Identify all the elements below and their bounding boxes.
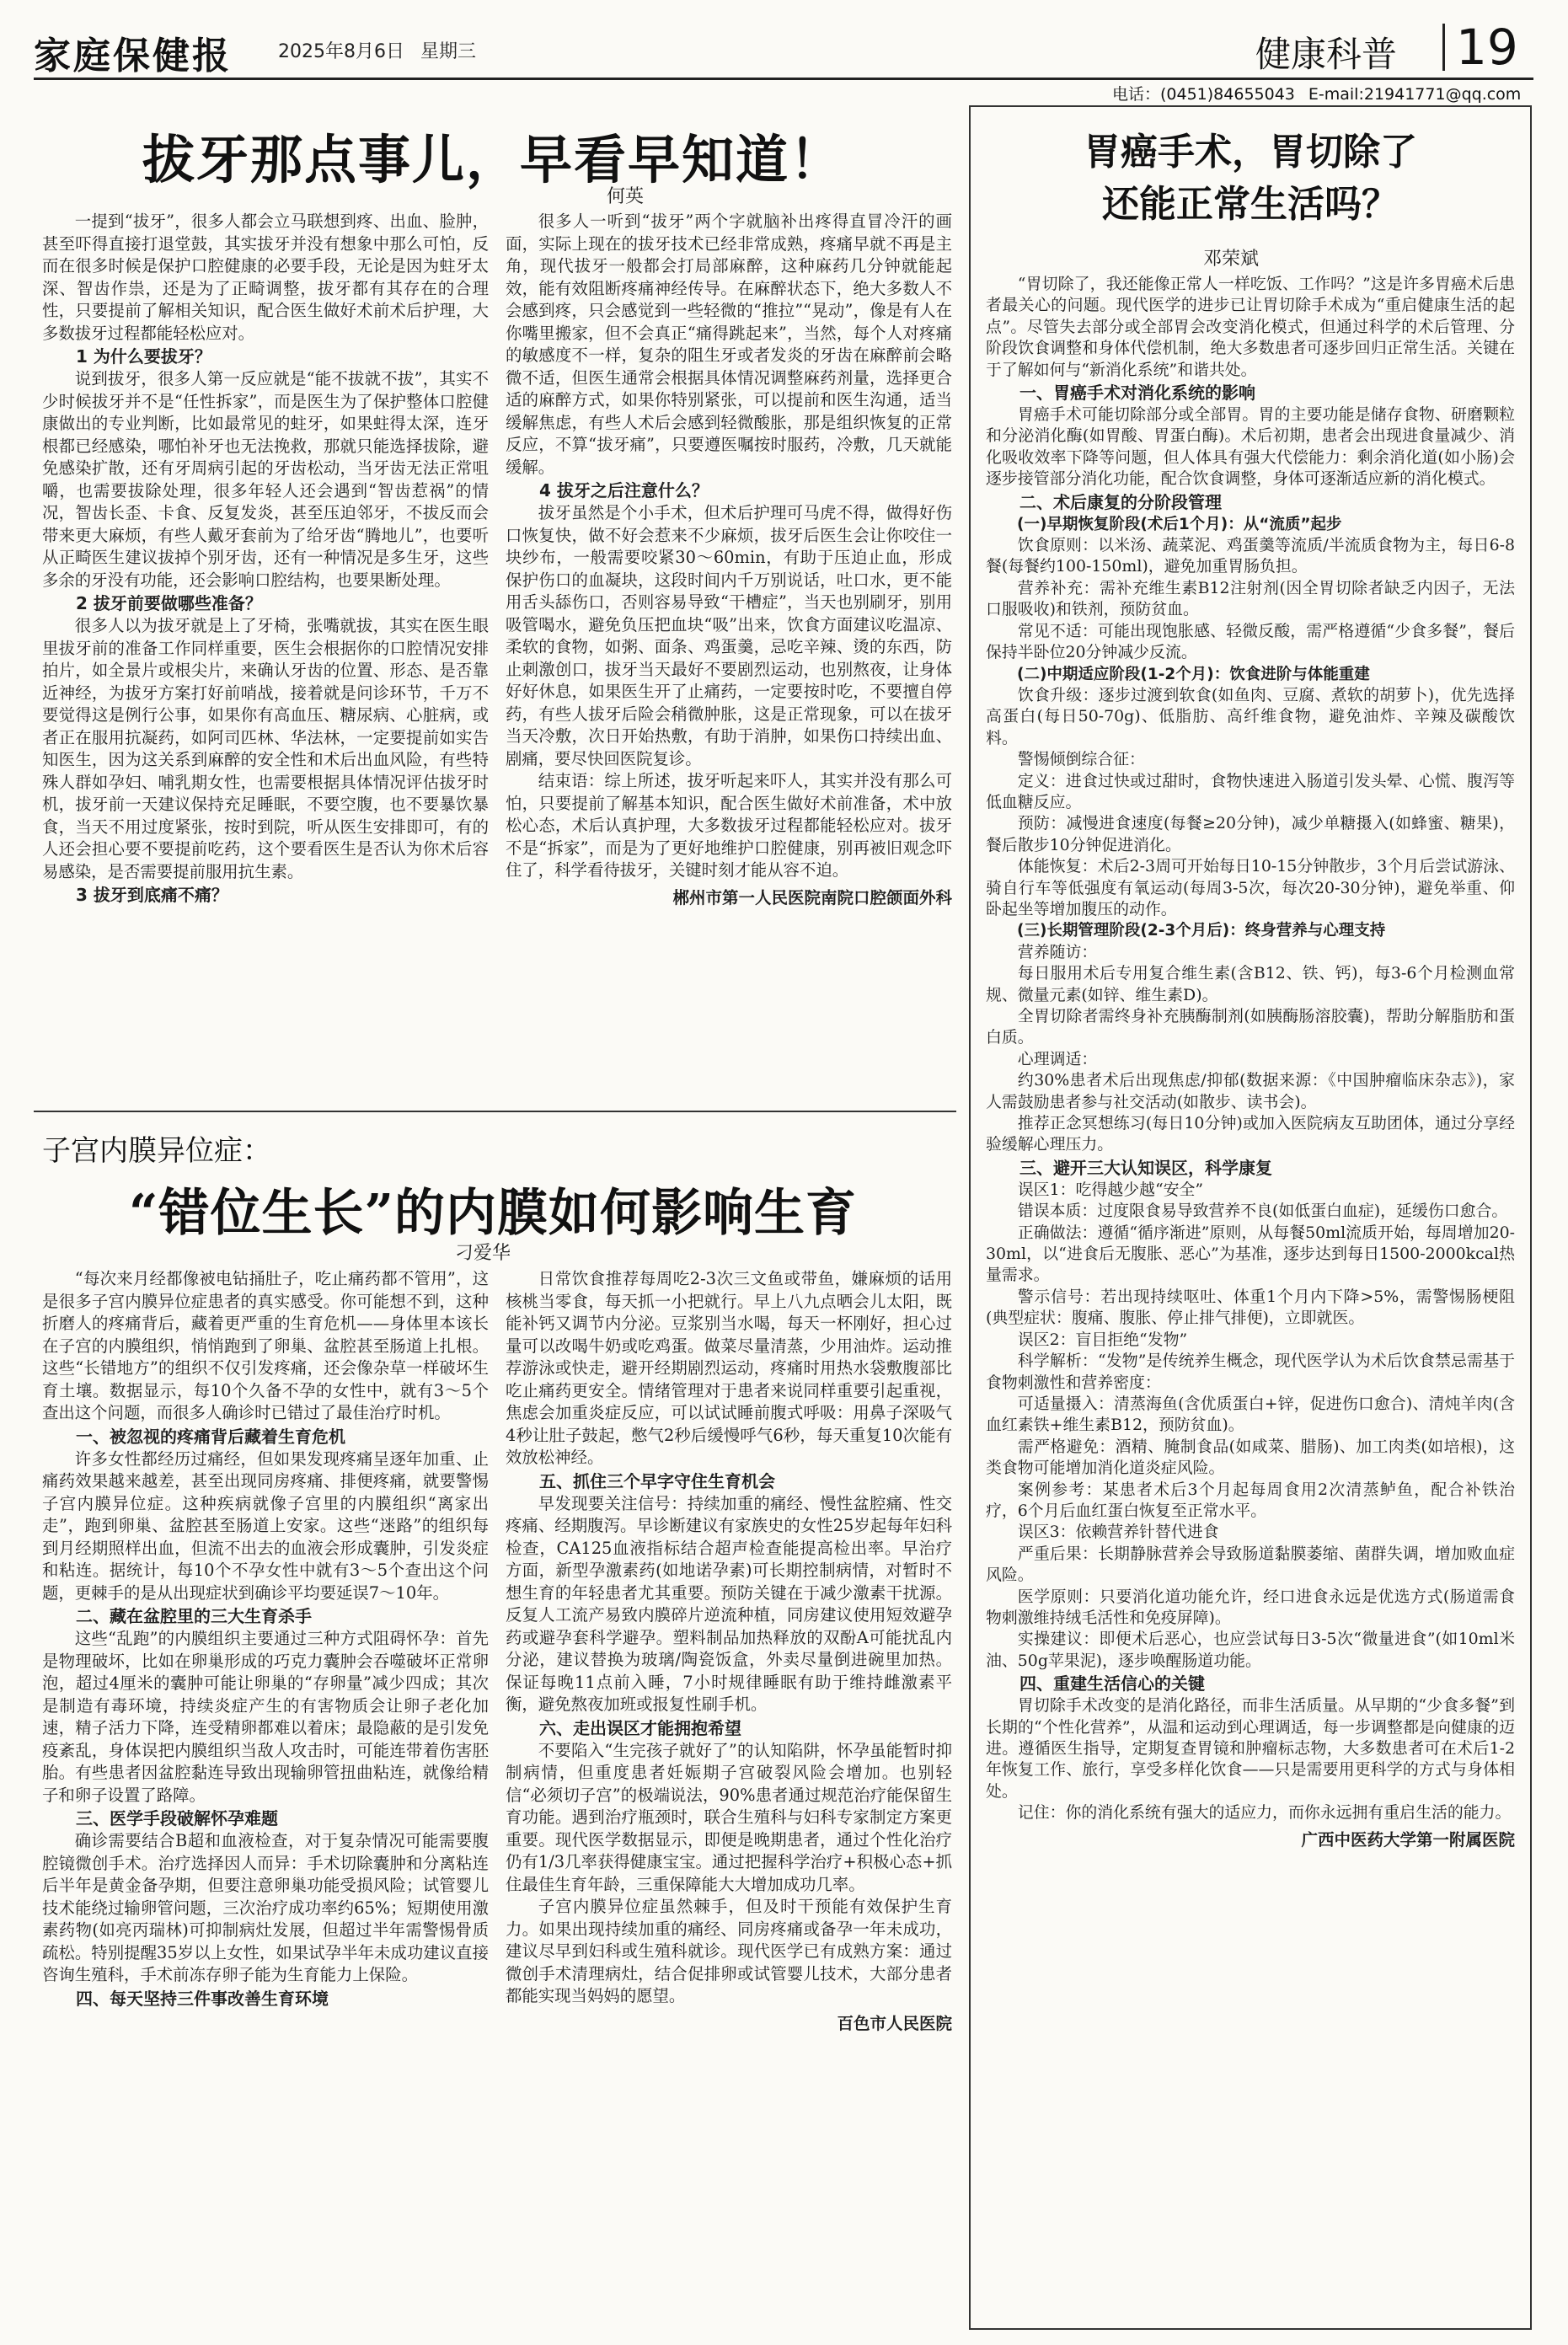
paragraph: 日常饮食推荐每周吃2-3次三文鱼或带鱼，嫌麻烦的话用核桃当零食，每天抓一小把就行。早上八九点晒会儿太阳，既能补钙又调节内分泌。豆浆别当水喝，每天一杯刚好，担心过量可以改喝牛奶或吃鸡蛋。做菜尽量清蒸，少用油炸。运动推荐游泳或快走，避开经期剧烈运动，疼痛时用热水袋敷腹部比吃止痛药更安全。情绪管理对于患者来说同样重要引起重视，焦虑会加重炎症反应，可以试试睡前腹式呼吸：用鼻子深吸气4秒让肚子鼓起，憋气2秒后缓慢呼气6秒，每天重复10次能有效放松神经。 — [506, 1269, 952, 1467]
author-affiliation: 广西中医药大学第一附属医院 — [1301, 1829, 1515, 1850]
paragraph: 错误本质：过度限食易导致营养不良(如低蛋白血症)，延缓伤口愈合。 — [1017, 1202, 1508, 1221]
paragraph: 定义：进食过快或过甜时，食物快速进入肠道引发头晕、心慌、腹泻等低血糖反应。 — [986, 771, 1515, 811]
paragraph: 说到拔牙，很多人第一反应就是“能不拔就不拔”，其实不少时候拔牙并不是“任性拆家”，而是医生为了保护整体口腔健康做出的专业判断，比如最常见的蛀牙，如果蛀得太深，连牙根都已经感染，哪怕补牙也无法挽救，那就只能选择拔除，避免感染扩散，还有牙周病引起的牙齿松动，当牙齿无法正常咀嚼，也需要拔除处理，很多年轻人还会遇到“智齿惹祸”的情况，智齿长歪、卡食、反复发炎，甚至压迫邻牙，不拔反而会带来更大麻烦，有些人戴牙套前为了给牙齿“腾地儿”，也要听从正畸医生建议拔掉个别牙齿，还有一种情况是多生牙，这些多余的牙没有功能，还会影响口腔结构，也要果断处理。 — [42, 369, 489, 590]
paragraph: 可适量摄入：清蒸海鱼(含优质蛋白+锌，促进伤口愈合)、清炖羊肉(含血红素铁+维生素B12，预防贫血)。 — [986, 1394, 1515, 1435]
paragraph: 预防：减慢进食速度(每餐≥20分钟)，减少单糖摄入(如蜂蜜、糖果)，餐后散步10分钟促进消化。 — [986, 814, 1515, 854]
masthead — [34, 19, 1533, 78]
paragraph: 结束语：综上所述，拔牙听起来吓人，其实并没有那么可怕，只要提前了解基本知识，配合医生做好术前准备，术中放松心态，术后认真护理，大多数拔牙过程都能轻松应对。拔牙不是“拆家”，而是为了更好地维护口腔健康，别再被旧观念吓住了，科学看待拔牙，关键时刻才能从容不迫。 — [506, 771, 952, 880]
paragraph: 拔牙虽然是个小手术，但术后护理可马虎不得，做得好伤口恢复快，做不好会惹来不少麻烦，拔牙后医生会让你咬住一块纱布，一般需要咬紧30～60min，有助于压迫止血，形成保护伤口的血凝块，这段时间内千万别说话，吐口水，更不能用舌头舔伤口，否则容易导致“干槽症”，当天也别刷牙，别用吸管喝水，避免负压把血块“吸”出来，饮食方面建议吃温凉、柔软的食物，如粥、面条、鸡蛋羹，忌吃辛辣、烫的东西，防止刺激创口，拔牙当天最好不要剧烈运动，也别熬夜，让身体好好休息，如果医生开了止痛药，一定要按时吃，不要擅自停药，有些人拔牙后险会稍微肿胀，这是正常现象，可以在拔牙当天冷敷，次日开始热敷，有助于消肿，如果伤口持续出血、剧痛，要尽快回医院复诊。 — [506, 503, 952, 768]
section-heading: 3 拔牙到底痛不痛？ — [76, 885, 228, 905]
paragraph: 误区1：吃得越少越“安全” — [1017, 1180, 1204, 1199]
article3-title-line-2: 还能正常生活吗？ — [1102, 183, 1399, 226]
sub-heading: (二)中期适应阶段(1-2个月)：饮食进阶与体能重建 — [1017, 665, 1370, 683]
paragraph: 胃切除手术改变的是消化路径，而非生活质量。从早期的“少食多餐”到长期的“个性化营养”，从温和运动到心理调适，每一步调整都是向健康的迈进。遵循医生指导，定期复查胃镜和肿瘤标志物，大多数患者可在术后1-2年恢复工作、旅行，享受多样化饮食——只是需要用更科学的方式与身体相处。 — [986, 1696, 1515, 1801]
paragraph: “胃切除了，我还能像正常人一样吃饭、工作吗？”这是许多胃癌术后患者最关心的问题。现代医学的进步已让胃切除手术成为“重启健康生活的起点”。尽管失去部分或全部胃会改变消化模式，但通过科学的术后管理、分阶段饮食调整和身体代偿机制，绝大多数患者可逐步回归正常生活。关键在于了解如何与“新消化系统”和谐共处。 — [986, 275, 1515, 379]
paragraph: 这些“乱跑”的内膜组织主要通过三种方式阻碍怀孕：首先是物理破坏，比如在卵巢形成的巧克力囊肿会吞噬破坏正常卵泡，超过4厘米的囊肿可能让卵巢的“存卵量”减少四成；其次是制造有毒环境，持续炎症产生的有害物质会让卵子老化加速，精子活力下降，连受精卵都难以着床；最隐蔽的是引发免疫紊乱，身体误把内膜组织当敌人攻击时，可能连带着伤害胚胎。有些患者因盆腔黏连导致出现输卵管扭曲粘连，就像给精子和卵子设置了路障。 — [42, 1629, 489, 1805]
date-text: 2025年8月6日 — [278, 41, 404, 62]
paragraph: 营养补充：需补充维生素B12注射剂(因全胃切除者缺乏内因子，无法口服吸收)和铁剂，预防贫血。 — [986, 578, 1515, 619]
paragraph: 每日服用术后专用复合维生素(含B12、铁、钙)，每3-6个月检测血常规、微量元素(如锌、维生素D)。 — [986, 964, 1515, 1004]
masthead-divider — [1442, 24, 1445, 71]
paragraph: 约30%患者术后出现焦虑/抑郁(数据来源：《中国肿瘤临床杂志》)，家人需鼓励患者参与社交活动(如散步、读书会)。 — [986, 1071, 1515, 1111]
sub-heading: (一)早期恢复阶段(术后1个月)：从“流质”起步 — [1017, 515, 1342, 533]
article3-title — [969, 126, 1532, 231]
weekday-text: 星期三 — [420, 41, 476, 62]
paragraph: 饮食升级：逐步过渡到软食(如鱼肉、豆腐、煮软的胡萝卜)，优先选择高蛋白(每日50-70g)、低脂肪、高纤维食物，避免油炸、辛辣及碳酸饮料。 — [986, 685, 1515, 747]
paragraph: 全胃切除者需终身补充胰酶制剂(如胰酶肠溶胶囊)，帮助分解脂肪和蛋白质。 — [986, 1007, 1515, 1047]
paragraph: 早发现要关注信号：持续加重的痛经、慢性盆腔痛、性交疼痛、经期腹泻。早诊断建议有家族史的女性25岁起每年妇科检查，CA125血液指标结合超声检查能提高检出率。早治疗方面，新型孕激素药(如地诺孕素)可长期控制病情，对暂时不想生育的年轻患者尤其重要。预防关键在于减少激素干扰源。反复人工流产易致内膜碎片逆流种植，同房建议使用短效避孕药或避孕套科学避孕。塑料制品加热释放的双酚A可能扰乱内分泌，建议替换为玻璃/陶瓷饭盒，外卖尽量倒进碗里加热。保证每晚11点前入睡，7小时规律睡眠有助于维持雌激素平衡，避免熬夜加班或报复性刷手机。 — [506, 1493, 952, 1714]
issue-date — [278, 37, 486, 63]
section-name: 健康科普 — [1255, 34, 1398, 75]
section-heading: 二、术后康复的分阶段管理 — [1019, 491, 1222, 512]
author-affiliation: 百色市人民医院 — [837, 2013, 952, 2033]
paragraph: 子宫内膜异位症虽然棘手，但及时干预能有效保护生育力。如果出现持续加重的痛经、同房疼痛或备孕一年未成功，建议尽早到妇科或生殖科就诊。现代医学已有成熟方案：通过微创手术清理病灶，结合促排卵或试管婴儿技术，大部分患者都能实现当妈妈的愿望。 — [506, 1897, 952, 2005]
paragraph: 很多人以为拔牙就是上了牙椅，张嘴就拔，其实在医生眼里拔牙前的准备工作同样重要，医生会根据你的口腔情况安排拍片，如全景片或根尖片，来确认牙齿的位置、形态、是否靠近神经，为拔牙方案打好前哨战，接着就是问诊环节，千万不要觉得这是例行公事，如果你有高血压、糖尿病、心脏病，或者正在服用抗凝药，如阿司匹林、华法林，一定要提前如实告知医生，因为这关系到麻醉的安全性和术后出血风险，有些特殊人群如孕妇、哺乳期女性，也需要根据具体情况评估拔牙时机，拔牙前一天建议保持充足睡眠，不要空腹，也不要暴饮暴食，当天不用过度紧张，按时到院，听从医生安排即可，有的人还会担心要不要提前吃药，这个要看医生是否认为你术后容易感染，是否需要提前服用抗生素。 — [42, 616, 489, 881]
section-heading: 二、藏在盆腔里的三大生育杀手 — [76, 1606, 312, 1626]
section-heading: 六、走出误区才能拥抱希望 — [539, 1717, 741, 1738]
article2-column-2 — [506, 1268, 952, 2326]
article1-column-2 — [506, 211, 952, 1104]
article2-author: 刁爱华 — [455, 1243, 511, 1264]
paragraph: 推荐正念冥想练习(每日10分钟)或加入医院病友互助团体，通过分享经验缓解心理压力。 — [986, 1114, 1515, 1154]
paragraph: 胃癌手术可能切除部分或全部胃。胃的主要功能是储存食物、研磨颗粒和分泌消化酶(如胃酸、胃蛋白酶)。术后初期，患者会出现进食量减少、消化吸收效率下降等问题，但人体具有强大代偿能力：剩余消化道(如小肠)会逐步接管部分消化功能，配合饮食调整，身体可逐渐适应新的消化模式。 — [986, 405, 1515, 489]
paragraph: 警惕倾倒综合征： — [1017, 750, 1145, 769]
page-number: 19 — [1456, 19, 1518, 76]
sub-heading: (三)长期管理阶段(2-3个月后)：终身营养与心理支持 — [1017, 922, 1386, 940]
section-heading: 4 拔牙之后注意什么？ — [539, 480, 709, 501]
paragraph: 许多女性都经历过痛经，但如果发现疼痛呈逐年加重、止痛药效果越来越差，甚至出现同房疼痛、排便疼痛，就要警惕子宫内膜异位症。这种疾病就像子宫里的内膜组织“离家出走”，跑到卵巢、盆腔甚至肠道上安家。这些“迷路”的组织每到月经期照样出血，但流不出去的血液会形成囊肿，引发炎症和粘连。据统计，每10个不孕女性中就有3～5个查出这个问题，更棘手的是从出现症状到确诊平均要延误7～10年。 — [42, 1448, 489, 1603]
paragraph: 正确做法：遵循“循序渐进”原则，从每餐50ml流质开始，每周增加20-30ml，以“进食后无腹胀、恶心”为基准，逐步达到每日1500-2000kcal热量需求。 — [986, 1223, 1515, 1285]
article1-author: 何英 — [607, 186, 645, 207]
paragraph: 体能恢复：术后2-3周可开始每日10-15分钟散步，3个月后尝试游泳、骑自行车等低强度有氧运动(每周3-5次，每次20-30分钟)，避免举重、仰卧起坐等增加腹压的动作。 — [986, 857, 1515, 918]
section-heading: 一、胃癌手术对消化系统的影响 — [1019, 383, 1255, 404]
contact-info — [1112, 82, 1534, 104]
paragraph: 不要陷入“生完孩子就好了”的认知陷阱，怀孕虽能暂时抑制病情，但重度患者妊娠期子宫破裂风险会增加。也别轻信“必须切子宫”的极端说法，90%患者通过规范治疗能保留生育功能。遇到治疗瓶颈时，联合生殖科与妇科专家制定方案更重要。现代医学数据显示，即便是晚期患者，通过个性化治疗仍有1/3几率获得健康宝宝。通过把握科学治疗+积极心态+抓住最佳生育年龄，三重保障能大大增加成功几率。 — [506, 1740, 952, 1894]
paragraph: 记住：你的消化系统有强大的适应力，而你永远拥有重启生活的能力。 — [1017, 1803, 1512, 1823]
section-heading: 2 拔牙前要做哪些准备？ — [76, 593, 262, 613]
article1-bottom-rule — [34, 1111, 956, 1112]
paragraph: 案例参考：某患者术后3个月起每周食用2次清蒸鲈鱼，配合补铁治疗，6个月后血红蛋白恢复至正常水平。 — [986, 1480, 1515, 1520]
paragraph: 医学原则：只要消化道功能允许，经口进食永远是优选方式(肠道需食物刺激维持绒毛活性和免疫屏障)。 — [986, 1587, 1515, 1627]
section-heading: 三、避开三大认知误区，科学康复 — [1019, 1157, 1272, 1178]
article2-column-1 — [42, 1268, 489, 2326]
article3-author: 邓荣斌 — [1203, 249, 1260, 270]
paragraph: 很多人一听到“拔牙”两个字就脑补出疼得直冒冷汗的画面，实际上现在的拔牙技术已经非常成熟，疼痛早就不再是主角，现代拔牙一般都会打局部麻醉，这种麻药几分钟就能起效，能有效阻断疼痛神经传导。在麻醉状态下，绝大多数人不会感到疼，只会感觉到一些轻微的“推拉”“晃动”，像是有人在你嘴里搬家，但不会真正“痛得跳起来”，当然，每个人对疼痛的敏感度不一样，复杂的阻生牙或者发炎的牙齿在麻醉前会略微不适，但医生通常会根据具体情况调整麻药剂量，选择更合适的麻醉方式，如果你特别紧张，可以提前和医生沟通，适当缓解焦虑，有些人术后会感到轻微酸胀，那是组织恢复的正常反应，不算“拔牙痛”，只要遵医嘱按时服药，冷敷，几天就能缓解。 — [506, 211, 952, 477]
paragraph: 实操建议：即便术后恶心，也应尝试每日3-5次“微量进食”(如10ml米油、50g苹果泥)，逐步唤醒肠道功能。 — [986, 1630, 1515, 1670]
paragraph: 心理调适： — [1017, 1049, 1098, 1068]
article2-title: “错位生长”的内膜如何影响生育 — [128, 1184, 858, 1243]
paragraph: 营养随访： — [1017, 942, 1098, 961]
section-heading: 三、医学手段破解怀孕难题 — [76, 1808, 278, 1828]
paragraph: 确诊需要结合B超和血液检查，对于复杂情况可能需要腹腔镜微创手术。治疗选择因人而异：手术切除囊肿和分离粘连后半年是黄金备孕期，但要注意卵巢功能受损风险；试管婴儿技术能绕过输卵管问题，三次治疗成功率约65%；短期使用激素药物(如亮丙瑞林)可抑制病灶发展，但超过半年需警惕骨质疏松。特别提醒35岁以上女性，如果试孕半年未成功建议直接咨询生殖科，手术前冻存卵子能为生育能力上保险。 — [42, 1831, 489, 1984]
paragraph: 需严格避免：酒精、腌制食品(如咸菜、腊肠)、加工肉类(如培根)，这类食物可能增加消化道炎症风险。 — [986, 1437, 1515, 1478]
author-affiliation: 郴州市第一人民医院南院口腔颌面外科 — [672, 887, 952, 907]
article1-title: 拔牙那点事儿，早看早知道！ — [142, 129, 843, 190]
paragraph: 严重后果：长期静脉营养会导致肠道黏膜萎缩、菌群失调，增加败血症风险。 — [986, 1544, 1515, 1585]
section-heading: 一、被忽视的疼痛背后藏着生育危机 — [76, 1426, 345, 1447]
article3-body — [986, 274, 1515, 2317]
article3-title-line-1: 胃癌手术，胃切除了 — [1084, 131, 1417, 174]
paragraph: 一提到“拔牙”，很多人都会立马联想到疼、出血、脸肿，甚至吓得直接打退堂鼓，其实拔牙并没有想象中那么可怕，反而在很多时候是保护口腔健康的必要手段，无论是因为蛀牙太深、智齿作祟，还是为了正畸调整，拔牙都有其存在的合理性，只要提前了解相关知识，配合医生做好术前术后护理，大多数拔牙过程都能轻松应对。 — [42, 211, 489, 343]
paragraph: 警示信号：若出现持续呕吐、体重1个月内下降>5%，需警惕肠梗阻(典型症状：腹痛、腹胀、停止排气排便)，立即就医。 — [986, 1287, 1515, 1328]
article1-column-1 — [42, 211, 489, 1104]
article2-kicker: 子宫内膜异位症： — [42, 1134, 271, 1168]
section-heading: 五、抓住三个早字守住生育机会 — [539, 1470, 775, 1491]
section-heading: 四、每天坚持三件事改善生育环境 — [76, 1988, 329, 2009]
masthead-rule — [34, 78, 1533, 80]
newspaper-name: 家庭保健报 — [34, 35, 232, 78]
paragraph: 饮食原则：以米汤、蔬菜泥、鸡蛋羹等流质/半流质食物为主，每日6-8餐(每餐约100-150ml)，避免加重胃肠负担。 — [986, 536, 1515, 576]
phone-text: 电话：(0451)84655043 — [1112, 85, 1295, 104]
paragraph: “每次来月经都像被电钻捅肚子，吃止痛药都不管用”，这是很多子宫内膜异位症患者的真实感受。你可能想不到，这种折磨人的疼痛背后，藏着更严重的生育危机——身体里本该长在子宫的内膜组织，悄悄跑到了卵巢、盆腔甚至肠道上扎根。这些“长错地方”的组织不仅引发疼痛，还会像杂草一样破坏生育土壤。数据显示，每10个久备不孕的女性中，就有3～5个查出这个问题，而很多人确诊时已错过了最佳治疗时机。 — [42, 1269, 489, 1422]
paragraph: 常见不适：可能出现饱胀感、轻微反酸，需严格遵循“少食多餐”，餐后保持半卧位20分钟减少反流。 — [986, 621, 1515, 662]
paragraph: 误区2：盲目拒绝“发物” — [1017, 1330, 1188, 1349]
paragraph: 科学解析：“发物”是传统养生概念，现代医学认为术后饮食禁忌需基于食物刺激性和营养密度： — [986, 1352, 1515, 1392]
section-heading: 1 为什么要拔牙？ — [76, 346, 211, 367]
paragraph: 误区3：依赖营养针替代进食 — [1017, 1523, 1219, 1542]
section-heading: 四、重建生活信心的关键 — [1019, 1673, 1205, 1695]
email-text: E-mail:21941771@qq.com — [1308, 85, 1522, 104]
